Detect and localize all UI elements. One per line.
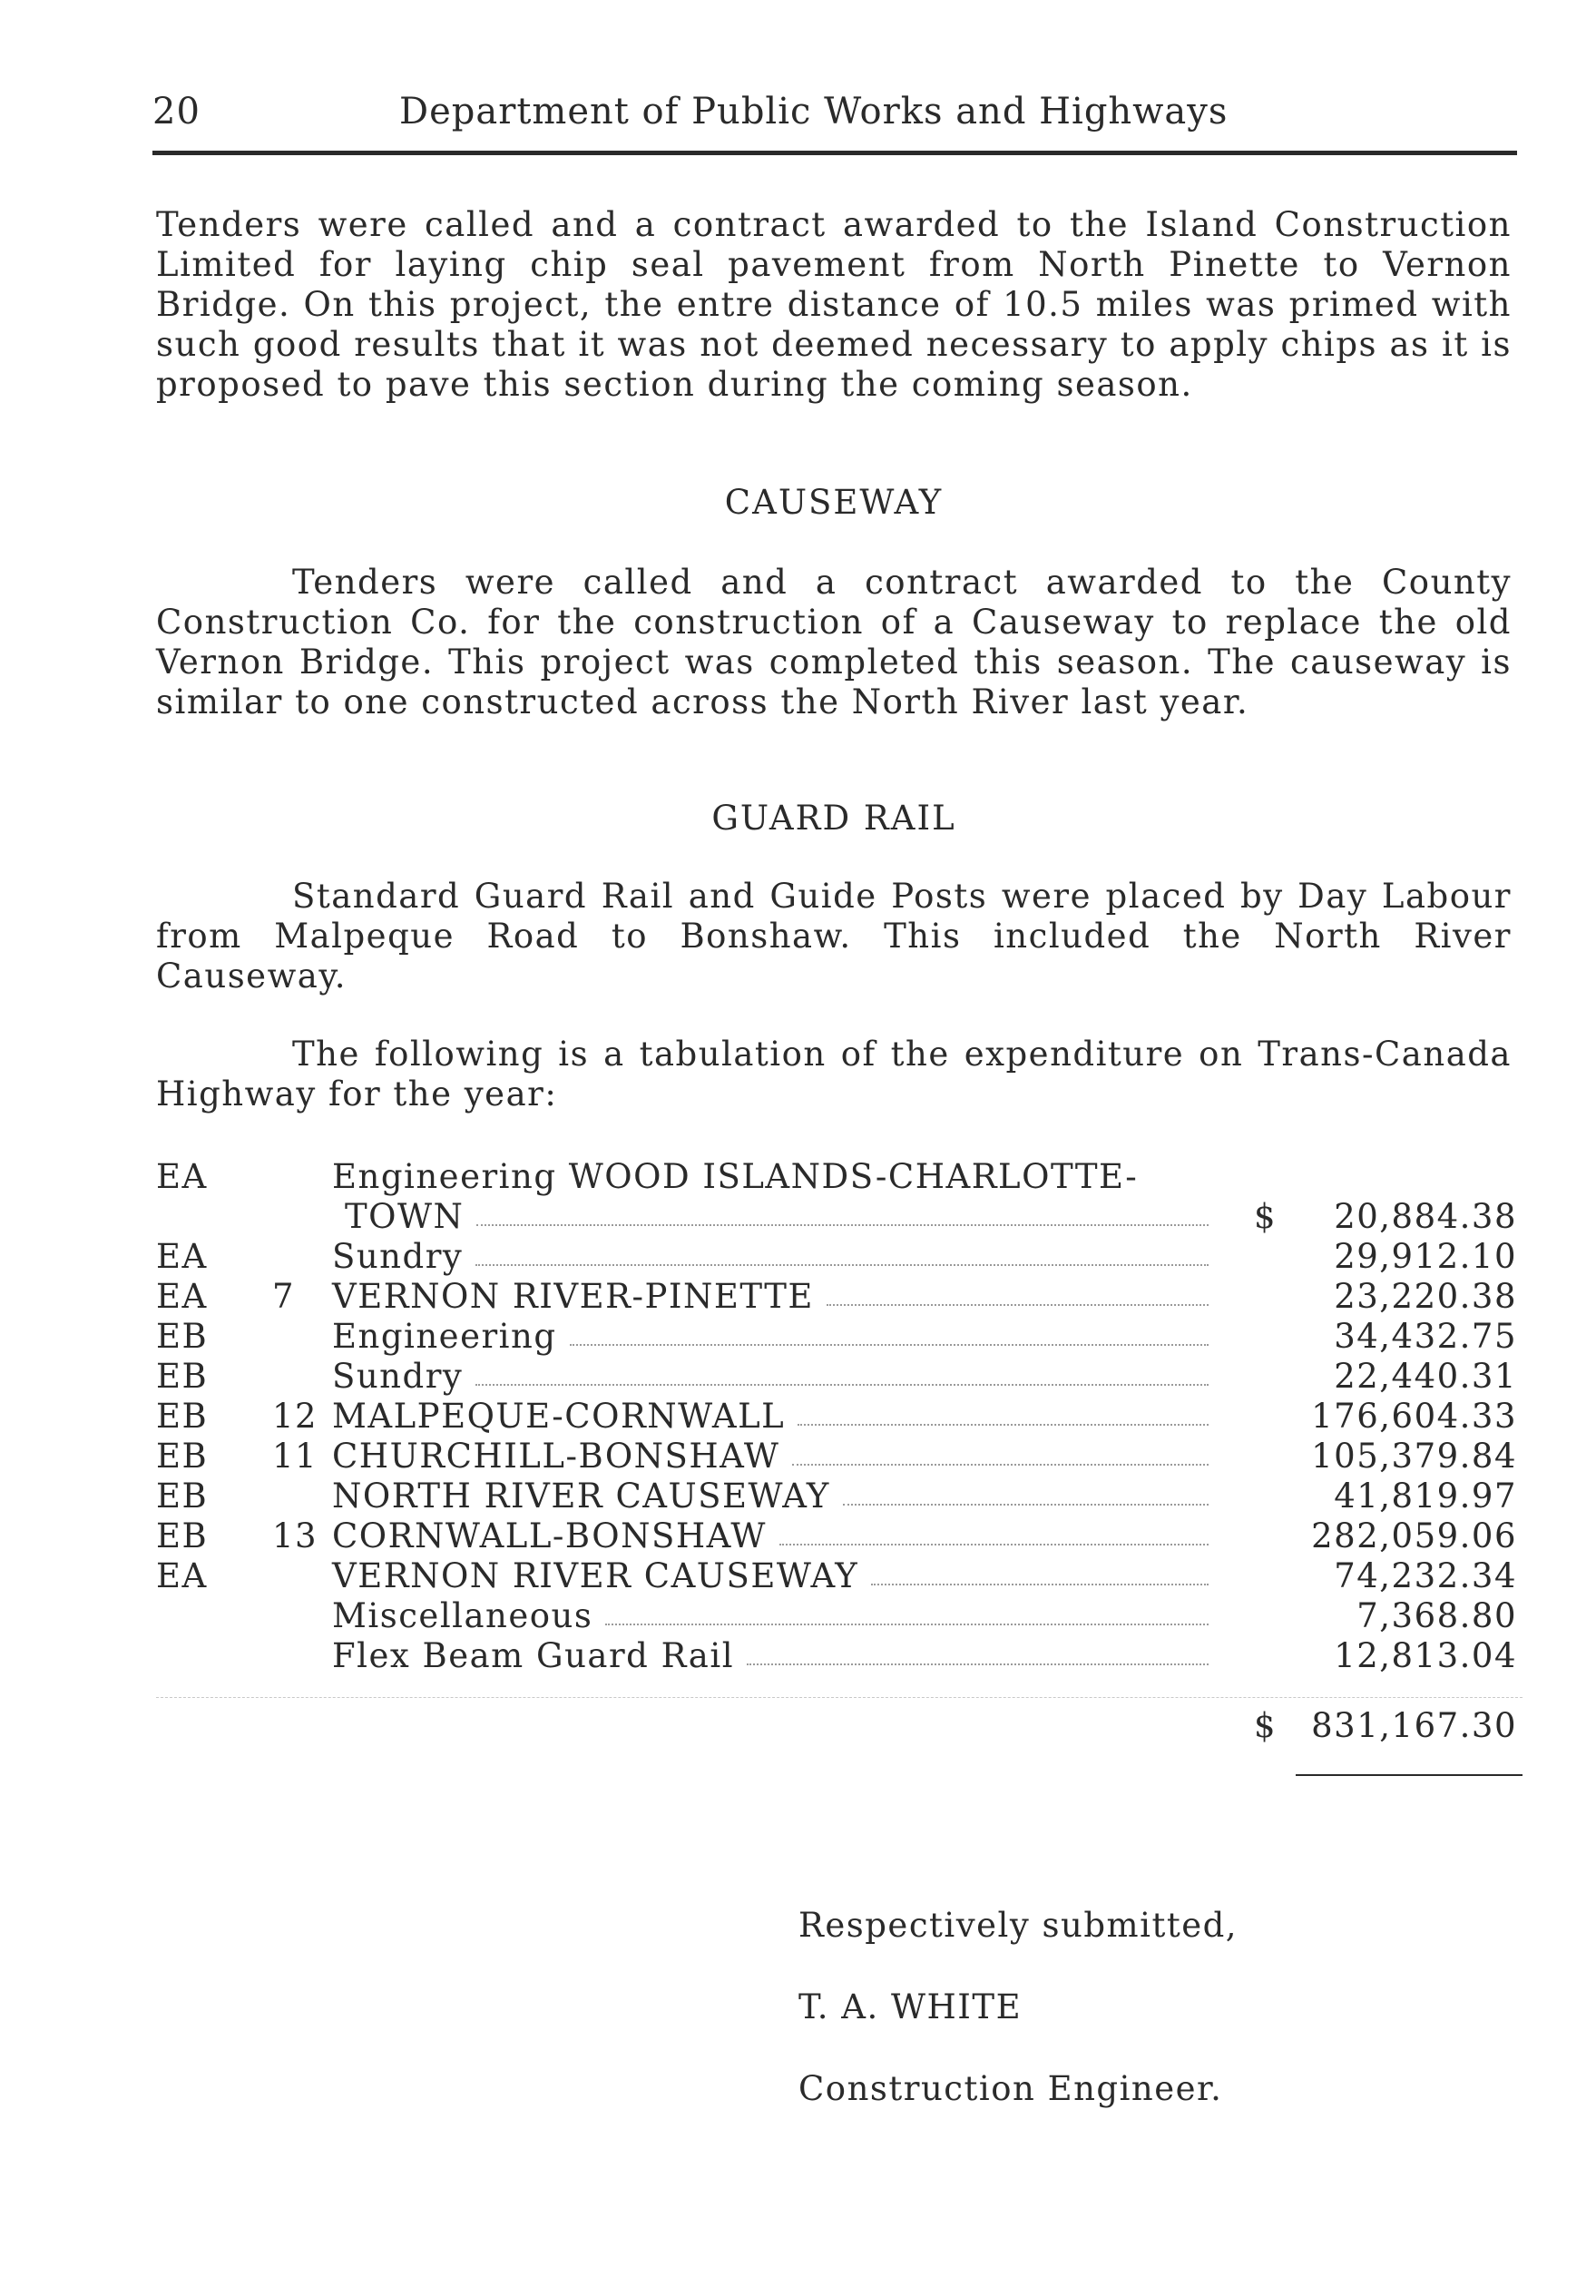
row-amount: 23,220.38 <box>1334 1277 1517 1316</box>
row-number: 7 <box>272 1277 296 1316</box>
table-row <box>0 1397 1596 1437</box>
row-amount: 20,884.38 <box>1334 1197 1517 1236</box>
header-rule <box>152 151 1517 155</box>
table-row <box>0 1237 1596 1277</box>
table-row <box>0 1197 1596 1237</box>
dot-leader <box>871 1584 1209 1585</box>
table-row <box>0 1556 1596 1596</box>
row-amount: 282,059.06 <box>1311 1516 1517 1555</box>
row-code: EA <box>156 1277 208 1316</box>
row-amount: 29,912.10 <box>1334 1237 1517 1276</box>
row-code: EB <box>156 1516 209 1555</box>
total-underline <box>1296 1774 1523 1776</box>
row-description: VERNON RIVER-PINETTE <box>332 1277 814 1316</box>
table-row <box>0 1477 1596 1516</box>
dot-leader <box>747 1663 1209 1665</box>
row-description: Engineering WOOD ISLANDS-CHARLOTTE- <box>332 1157 1139 1196</box>
dot-leader <box>843 1504 1209 1506</box>
dot-leader <box>798 1424 1209 1426</box>
table-row <box>0 1516 1596 1556</box>
dot-leader <box>792 1464 1209 1466</box>
dot-leader <box>827 1304 1209 1306</box>
page-number: 20 <box>152 91 201 132</box>
dot-leader <box>476 1224 1209 1226</box>
row-amount: 74,232.34 <box>1334 1556 1517 1595</box>
table-row <box>0 1157 1596 1197</box>
row-amount: 34,432.75 <box>1334 1317 1517 1356</box>
row-code: EB <box>156 1437 209 1476</box>
row-description: NORTH RIVER CAUSEWAY <box>332 1477 830 1516</box>
row-description: Engineering <box>332 1317 557 1356</box>
guard-rail-paragraph: Standard Guard Rail and Guide Posts were placed by Day Labour from Malpeque Road to Bonshaw. This included the North River Causeway. <box>156 877 1512 996</box>
row-amount: 176,604.33 <box>1311 1397 1517 1436</box>
table-row <box>0 1636 1596 1676</box>
table-row <box>0 1596 1596 1636</box>
row-number: 13 <box>272 1516 318 1555</box>
signer-name: T. A. WHITE <box>798 1987 1023 2026</box>
row-description: MALPEQUE-CORNWALL <box>332 1397 786 1436</box>
tabulation-intro: The following is a tabulation of the expenditure on Trans-Canada Highway for the year: <box>156 1035 1512 1114</box>
row-description: Sundry <box>332 1357 464 1396</box>
divider <box>156 1697 1523 1698</box>
total-currency: $ <box>1254 1706 1278 1745</box>
total-amount: 831,167.30 <box>1311 1706 1517 1745</box>
row-description: Sundry <box>332 1237 464 1276</box>
dot-leader <box>570 1344 1209 1346</box>
row-number: 12 <box>272 1397 318 1436</box>
row-amount: 105,379.84 <box>1311 1437 1517 1476</box>
row-description: CORNWALL-BONSHAW <box>332 1516 767 1555</box>
row-description: VERNON RIVER CAUSEWAY <box>332 1556 859 1595</box>
table-row <box>0 1357 1596 1397</box>
row-description: Miscellaneous <box>332 1596 593 1635</box>
row-code: EB <box>156 1317 209 1356</box>
row-currency: $ <box>1254 1197 1278 1236</box>
row-amount: 22,440.31 <box>1334 1357 1517 1396</box>
dot-leader <box>779 1544 1209 1545</box>
signer-title: Construction Engineer. <box>798 2069 1223 2108</box>
guard-rail-heading: GUARD RAIL <box>711 799 956 838</box>
row-code: EA <box>156 1237 208 1276</box>
row-description: CHURCHILL-BONSHAW <box>332 1437 780 1476</box>
table-row <box>0 1277 1596 1317</box>
table-row <box>0 1437 1596 1477</box>
closing: Respectively submitted, <box>798 1906 1239 1945</box>
row-description: TOWN <box>345 1197 465 1236</box>
dot-leader <box>475 1384 1209 1386</box>
total-row <box>0 1706 1596 1746</box>
row-code: EB <box>156 1397 209 1436</box>
row-amount: 7,368.80 <box>1356 1596 1517 1635</box>
causeway-paragraph: Tenders were called and a contract awarded to the County Construction Co. for the construction of a Causeway to replace the old Vernon Bridge. This project was completed this season. The causeway is similar to one constructed across the North River last year. <box>156 563 1512 721</box>
dot-leader <box>475 1264 1209 1266</box>
dot-leader <box>605 1624 1209 1625</box>
causeway-heading: CAUSEWAY <box>724 483 944 522</box>
table-row <box>0 1317 1596 1357</box>
row-amount: 41,819.97 <box>1334 1477 1517 1516</box>
running-head: Department of Public Works and Highways <box>399 91 1229 132</box>
row-number: 11 <box>272 1437 318 1476</box>
row-code: EB <box>156 1477 209 1516</box>
row-code: EA <box>156 1556 208 1595</box>
row-amount: 12,813.04 <box>1334 1636 1517 1675</box>
row-code: EA <box>156 1157 208 1196</box>
row-code: EB <box>156 1357 209 1396</box>
intro-paragraph: Tenders were called and a contract awarded to the Island Construction Limited for laying chip seal pavement from North Pinette to Vernon Bridge. On this project, the entre distance of 10.5 miles was primed with such good results that it was not deemed necessary to apply chips as it is proposed to pave this section during the coming season. <box>156 205 1512 404</box>
row-description: Flex Beam Guard Rail <box>332 1636 735 1675</box>
